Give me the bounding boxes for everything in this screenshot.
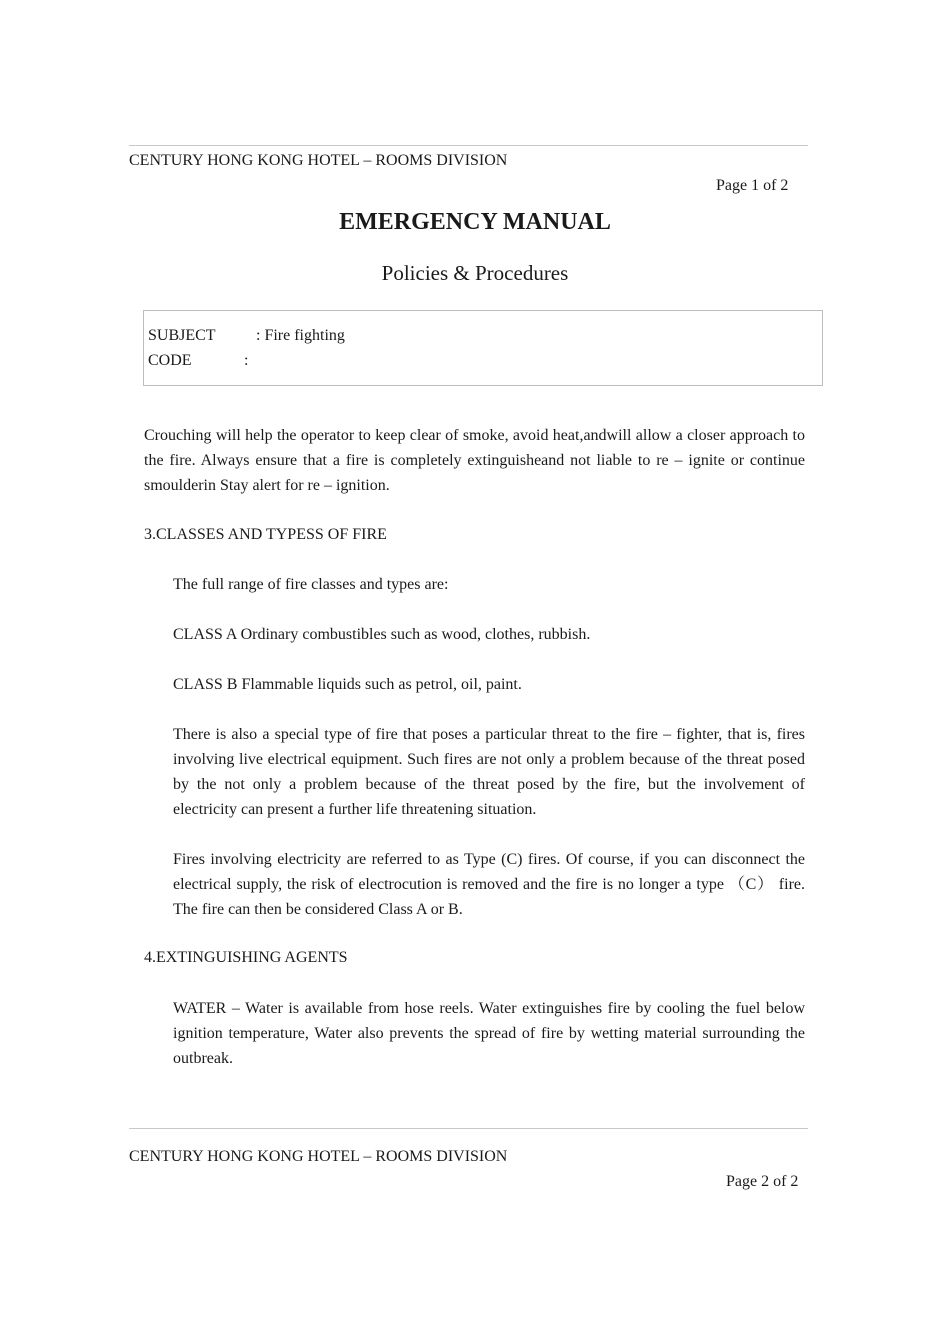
section-3-heading: 3.CLASSES AND TYPESS OF FIRE: [144, 526, 387, 543]
code-label: CODE: [148, 352, 192, 369]
subject-label: SUBJECT: [148, 327, 216, 344]
code-value: :: [244, 352, 249, 369]
subject-value: : Fire fighting: [256, 327, 345, 344]
class-b-item: CLASS B Flammable liquids such as petrol, oil, paint.: [173, 676, 522, 693]
section-4-heading: 4.EXTINGUISHING AGENTS: [144, 949, 348, 966]
header-page-number: Page 1 of 2: [716, 177, 789, 194]
intro-paragraph: Crouching will help the operator to keep clear of smoke, avoid heat,andwill allow a closer approach to the fire. Always ensure that a fire is completely extinguisheand not liable to re – ignite or continue smoulderin Stay alert for re – ignition.: [144, 427, 805, 494]
section-3-lead: The full range of fire classes and types are:: [173, 576, 449, 593]
header-org-name-page2: CENTURY HONG KONG HOTEL – ROOMS DIVISION: [129, 1148, 508, 1165]
subject-box: [143, 310, 823, 386]
document-subtitle: Policies & Procedures: [381, 261, 569, 285]
class-a-item: CLASS A Ordinary combustibles such as wood, clothes, rubbish.: [173, 626, 591, 643]
type-c-paragraph: Fires involving electricity are referred to as Type (C) fires. Of course, if you can disconnect the electrical supply, the risk of electrocution is removed and the fire is no longer a type （C） fire. The fire can then be considered Class A or B.: [173, 851, 805, 918]
water-paragraph: WATER – Water is available from hose reels. Water extinguishes fire by cooling the fuel below ignition temperature, Water also prevents the spread of fire by wetting material surrounding the outbreak.: [173, 1000, 805, 1067]
document-title: EMERGENCY MANUAL: [339, 209, 611, 235]
special-fire-paragraph: There is also a special type of fire that poses a particular threat to the fire – fighter, that is, fires involving live electrical equipment. Such fires are not only a problem because of the threat posed by the not only a problem because of the threat posed by the fire, but the involvement of electricity can present a further life threatening situation.: [173, 726, 805, 818]
header-org-name: CENTURY HONG KONG HOTEL – ROOMS DIVISION: [129, 152, 508, 169]
header-divider-page2: [129, 1128, 808, 1129]
header-page-number-page2: Page 2 of 2: [726, 1173, 799, 1190]
header-divider-top: [129, 145, 808, 146]
